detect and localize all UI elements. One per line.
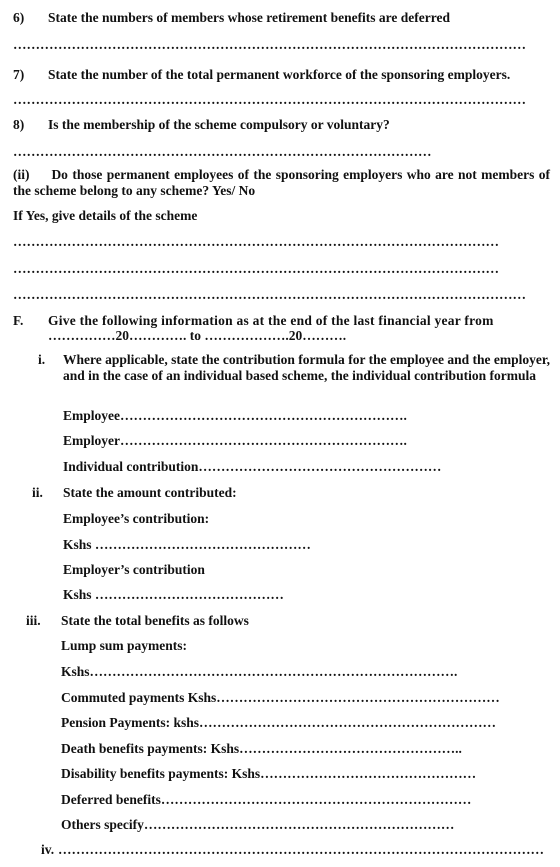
commuted-payments-line: Commuted payments Kshs……………………………………………………… <box>61 690 500 705</box>
q7-text: State the number of the total permanent workforce of the sponsoring employers. <box>48 67 511 82</box>
q8ii-block <box>13 167 550 199</box>
q7-answer-line: …………………………………………………………………………………………………… <box>13 92 526 107</box>
section-f-label: F. <box>13 313 24 328</box>
if-yes-text: If Yes, give details of the scheme <box>13 208 198 223</box>
q6-text: State the numbers of members whose retirement benefits are deferred <box>48 10 451 25</box>
item-iv-label: iv. <box>41 842 55 857</box>
item-iii-label: iii. <box>26 613 41 628</box>
q6-number: 6) <box>13 10 25 25</box>
item-i-text: Where applicable, state the contribution formula for the employee and the employer, and in the case of an individual based scheme, the individual contribution formula <box>63 352 550 383</box>
item-iii-text: State the total benefits as follows <box>61 613 249 628</box>
employee-contribution-kshs: Kshs ………………………………………… <box>63 537 311 552</box>
if-yes-line-3: …………………………………………………………………………………………………… <box>13 287 526 302</box>
employee-contribution-label: Employee’s contribution: <box>63 511 210 526</box>
individual-contribution-line: Individual contribution……………………………………………… <box>63 459 442 474</box>
q8ii-number: (ii) <box>13 167 30 182</box>
employer-formula-line: Employer………………………………………………………. <box>63 433 407 448</box>
section-f-intro: Give the following information as at the end of the last financial year from <box>48 313 494 328</box>
if-yes-line-1: ……………………………………………………………………………………………… <box>13 234 499 249</box>
item-iv-line: ……………………………………………………………………………………………… <box>58 842 544 857</box>
others-specify-line: Others specify…………………………………………………………… <box>61 817 455 832</box>
item-ii-text: State the amount contributed: <box>63 485 237 500</box>
q6-answer-line: …………………………………………………………………………………………………… <box>13 37 526 52</box>
death-benefits-line: Death benefits payments: Kshs………………………………………….. <box>61 741 462 756</box>
disability-benefits-line: Disability benefits payments: Kshs………………………………………… <box>61 766 477 781</box>
item-ii-label: ii. <box>32 485 43 500</box>
item-i-label: i. <box>38 352 46 367</box>
employee-formula-line: Employee………………………………………………………. <box>63 408 407 423</box>
q8-text: Is the membership of the scheme compulsory or voluntary? <box>48 117 390 132</box>
section-f-period: ……………20…………. to ……………….20………. <box>48 328 347 343</box>
employer-contribution-label: Employer’s contribution <box>63 562 205 577</box>
pension-payments-line: Pension Payments: kshs………………………………………………………… <box>61 715 497 730</box>
lump-sum-kshs: Kshs………………………………………………………………………. <box>61 664 458 679</box>
employer-contribution-kshs: Kshs …………………………………… <box>63 587 284 602</box>
deferred-benefits-line: Deferred benefits…………………………………………………………… <box>61 792 472 807</box>
q8-answer-line: ………………………………………………………………………………… <box>13 144 432 159</box>
q8ii-text: Do those permanent employees of the sponsoring employers who are not members of the scheme belong to any scheme? Yes/ No <box>13 167 551 198</box>
q8-number: 8) <box>13 117 25 132</box>
lump-sum-label: Lump sum payments: <box>61 638 188 653</box>
if-yes-line-2: ……………………………………………………………………………………………… <box>13 261 499 276</box>
q7-number: 7) <box>13 67 25 82</box>
